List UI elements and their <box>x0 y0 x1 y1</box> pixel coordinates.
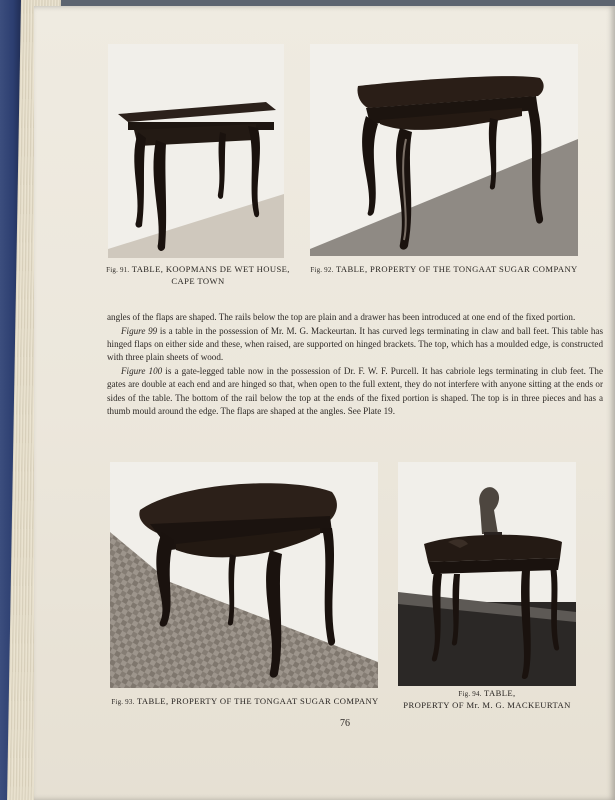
caption-fig-93 <box>104 696 386 708</box>
figure-label: Fig. 91. <box>106 266 130 274</box>
page-number: 76 <box>340 718 350 729</box>
table-image-fig-94 <box>398 462 576 686</box>
paragraph-2 <box>107 325 603 364</box>
caption-text: TABLE, PROPERTY OF THE TONGAAT SUGAR COMPANY <box>136 696 379 706</box>
caption-text: TABLE, KOOPMANS DE WET HOUSE, <box>131 264 290 274</box>
table-image-fig-91 <box>108 44 284 258</box>
body-text <box>107 311 603 419</box>
caption-fig-91 <box>106 264 290 287</box>
photo-fig-94 <box>398 462 576 686</box>
figure-label: Fig. 94. <box>458 690 482 698</box>
table-image-fig-92 <box>310 44 578 256</box>
figure-label: Fig. 93. <box>111 698 135 706</box>
photo-fig-92 <box>310 44 578 256</box>
figure-reference: Figure 100 <box>121 366 163 377</box>
photo-fig-91 <box>108 44 284 258</box>
paragraph-3 <box>107 365 603 417</box>
caption-fig-92 <box>304 264 584 276</box>
book-page <box>34 6 615 800</box>
caption-text: TABLE, PROPERTY OF THE TONGAAT SUGAR COMPANY <box>335 264 578 274</box>
caption-text-line2: PROPERTY OF Mr. M. G. MACKEURTAN <box>403 700 571 710</box>
figure-reference: Figure 99 <box>121 326 158 337</box>
paragraph-text: is a table in the possession of Mr. M. G. Mackeurtan. It has curved legs terminating in claw and ball feet. This table has hinged flaps on either side and these, when raised, are supported on hinged brackets. The top, which has a moulded edge, is constructed with three plain sheets of wood. <box>107 326 603 363</box>
figure-label: Fig. 92. <box>310 266 334 274</box>
paragraph-text: is a gate-legged table now in the possession of Dr. F. W. F. Purcell. It has cabriole legs terminating in club feet. The gates are double at each end and are hinged so that, when open to the full extent, they do not interfere with anyone sitting at the ends or sides of the table. The bottom of the rail below the top at the ends of the fixed portion is shaped. The top is in three pieces and has a thumb mould around the edge. The flaps are shaped at the angles. See Plate 19. <box>107 366 603 416</box>
caption-text: TABLE, <box>484 688 516 698</box>
paragraph-1: angles of the flaps are shaped. The rails below the top are plain and a drawer has been introduced at one end of the fixed portion. <box>107 312 576 322</box>
photo-fig-93 <box>110 462 378 688</box>
table-image-fig-93 <box>110 462 378 688</box>
caption-text-line2: CAPE TOWN <box>171 276 225 286</box>
caption-fig-94 <box>392 688 582 711</box>
